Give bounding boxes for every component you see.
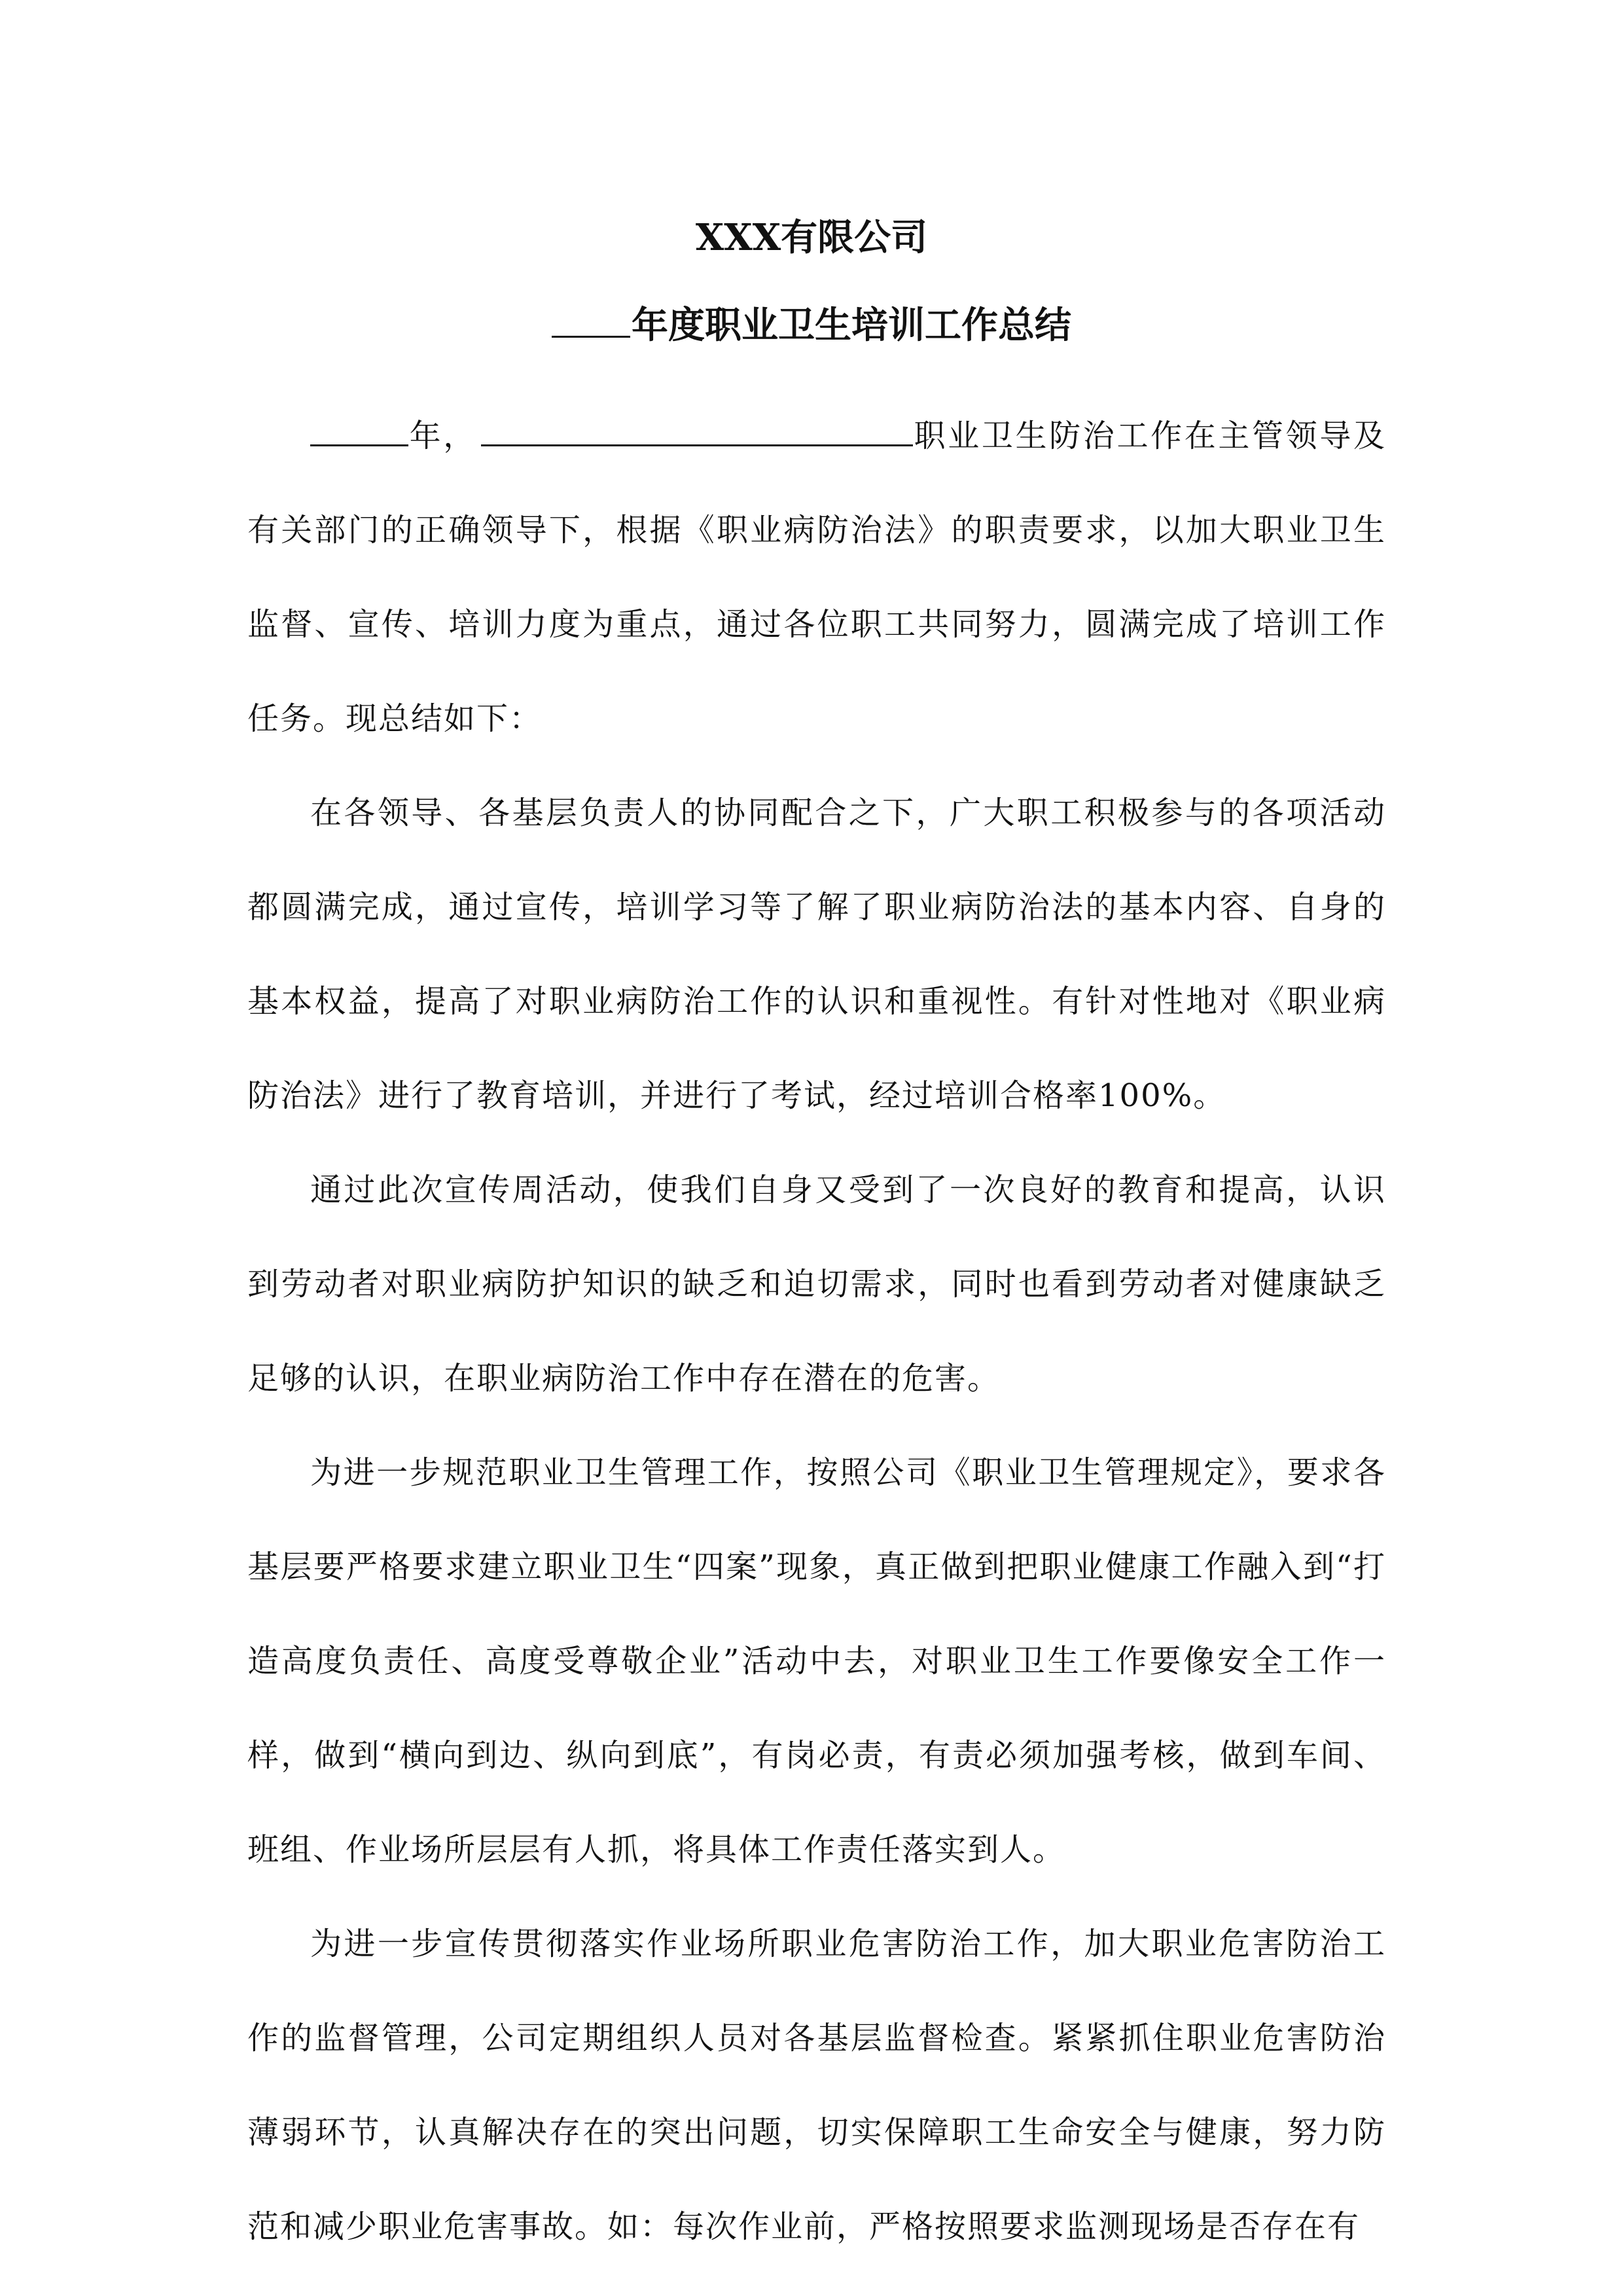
paragraph-management: 为进一步规范职业卫生管理工作，按照公司《职业卫生管理规定》，要求各基层要严格要求建立职业卫生“四案”现象，真正做到把职业健康工作融入到“打造高度负责任、高度受尊敬企业”活动中去，对职业卫生工作要像安全工作一样，做到“横向到边、纵向到底”，有岗必责，有责必须加强考核，做到车间、班组、作业场所层层有人抓，将具体工作责任落实到人。 — [247, 1454, 1386, 1868]
intro-text: 职业卫生防治工作在主管领导及有关部门的正确领导下，根据《职业病防治法》的职责要求，以加大职业卫生监督、宣传、培训力度为重点，通过各位职工共同努力，圆满完成了培训工作任务。现总结如下： — [247, 418, 1386, 737]
company-title: XXX有限公司 — [695, 216, 928, 259]
intro-year-suffix: 年， — [408, 418, 477, 454]
report-title — [0, 302, 1623, 348]
report-title-text: 年度职业卫生培训工作总结 — [632, 304, 1071, 347]
year-fill-blank — [310, 410, 408, 446]
intro-paragraph — [247, 389, 1386, 766]
paragraph-participation: 在各领导、各基层负责人的协同配合之下，广大职工积极参与的各项活动都圆满完成，通过宣传，培训学习等了解了职业病防治法的基本内容、自身的基本权益，提高了对职业病防治工作的认识和重视性。有针对性地对《职业病防治法》进行了教育培训，并进行了考试，经过培训合格率100%。 — [247, 795, 1386, 1114]
document-body — [247, 389, 1386, 2274]
paragraph-supervision: 为进一步宣传贯彻落实作业场所职业危害防治工作，加大职业危害防治工作的监督管理，公司定期组织人员对各基层监督检查。紧紧抓住职业危害防治薄弱环节，认真解决存在的突出问题，切实保障职工生命安全与健康，努力防范和减少职业危害事故。如：每次作业前，严格按照要求监测现场是否存在有 — [247, 1926, 1386, 2245]
year-blank-line — [552, 304, 630, 338]
department-fill-blank — [481, 410, 913, 446]
paragraph-publicity-week: 通过此次宣传周活动，使我们自身又受到了一次良好的教育和提高，认识到劳动者对职业病防护知识的缺乏和迫切需求，同时也看到劳动者对健康缺乏足够的认识，在职业病防治工作中存在潜在的危害。 — [247, 1172, 1386, 1397]
